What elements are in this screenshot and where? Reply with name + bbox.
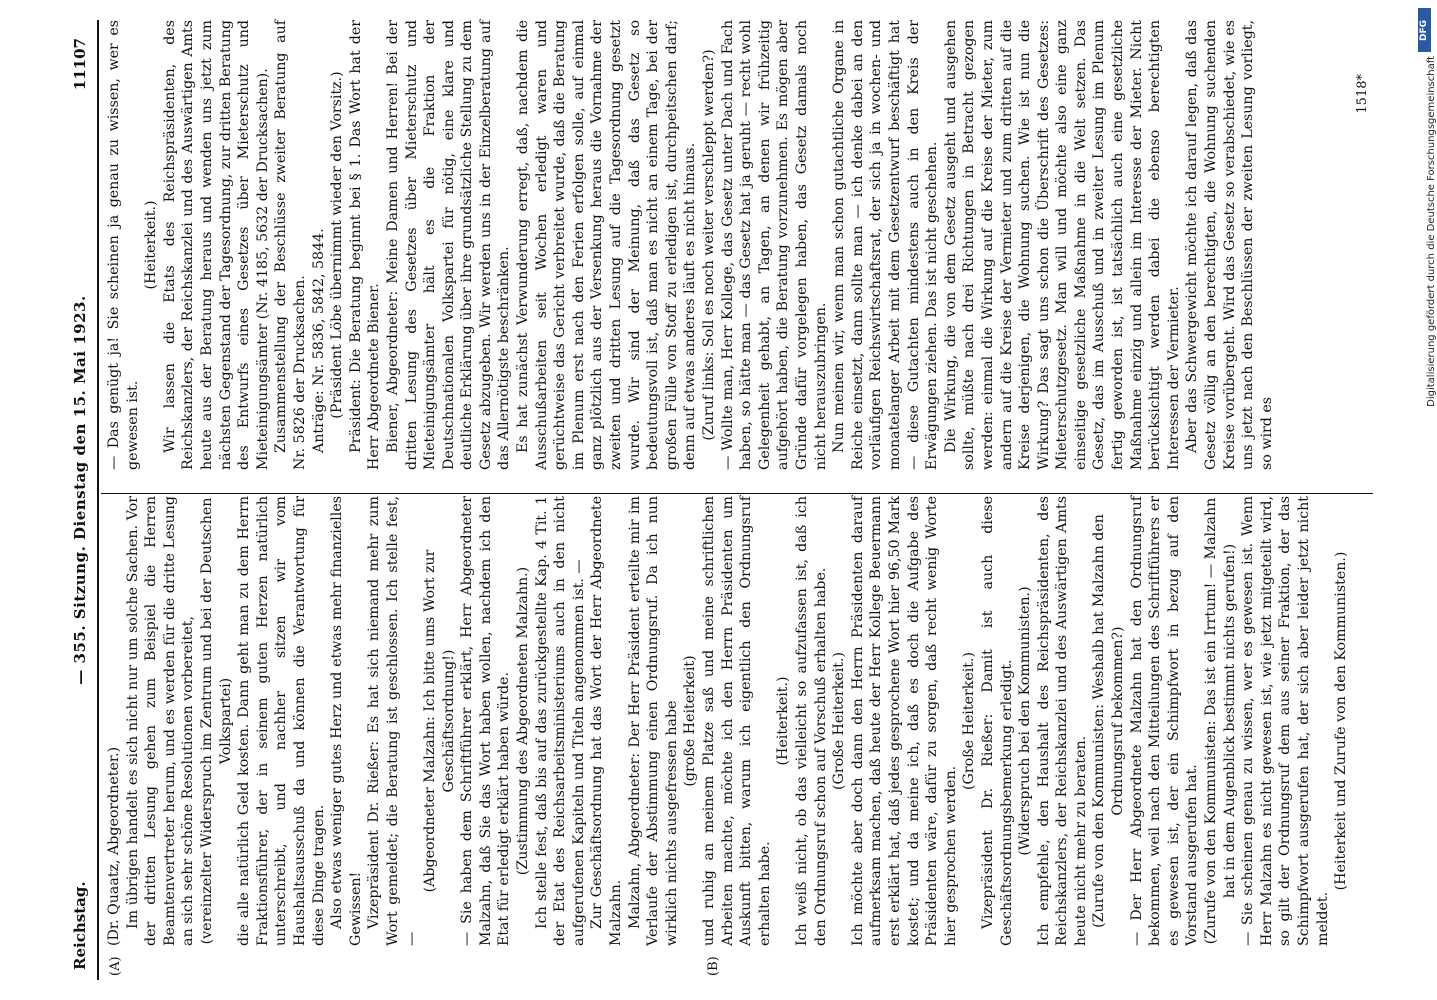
header-left: Reichstag. (71, 881, 89, 970)
margin-marker-a: (A) (108, 956, 123, 976)
page-number: 11107 (71, 38, 89, 91)
paragraph: (große Heiterkeit) (682, 655, 699, 787)
left-column (105, 496, 1351, 946)
paragraph: (Große Heiterkeit.) (961, 651, 978, 791)
paragraph: (Dr. Quaatz, Abgeordneter.) (106, 746, 122, 946)
paragraph: (Abgeordneter Malzahn: Ich bitte ums Wort zur Geschäftsordnung!) (422, 549, 457, 893)
paragraph: Die Wirkung, die von dem Gesetz ausgeht und ausgehen sollte, müßte nach drei Richtungen in Betracht gezogen werden: einmal die Wirkung auf die Kreise der Mieter, zum andern auf die Kreise der Vermieter und zum dritten auf die Kreise derjenigen, die Wohnung suchen. Wie ist nun die Wirkung? Das sagt uns schon die Überschrift des Gesetzes: Mieterschutzgesetz. Man will und möchte also eine ganz einseitige gesetzliche Maßnahme in die Welt setzen. Das Gesetz, das im Ausschuß und in zweiter Lesung im Plenum fertig geworden ist, ist tatsächlich auch eine gesetzliche Maßnahme einzig und allein im Interesse der Mieter. Nicht berücksichtigt werden dabei die ebenso berechtigten Interessen der Vermieter. (942, 20, 1182, 470)
paragraph: (Heiterkeit und Zurufe von den Kommunisten.) (1333, 551, 1350, 891)
paragraph: Ich stelle fest, daß bis auf das zurückgestellte Kap. 4 Tit. 1 der Etat des Reichsarbeitsministeriums auch in den nicht aufgerufenen Kapiteln und Titeln angenommen ist. — (533, 496, 587, 946)
paragraph: Nun meinen wir, wenn man schon gutachtliche Organe in Reiche einsetzt, dann sollte man — ich denke dabei an den vorläufigen Reichswirtschaftsrat, der sich ja in wochen- und monatelanger Arbeit mit dem Gesetzentwurf beschäftigt hat — diese Gutachten mindestens auch in den Kreis der Erwägungen ziehen. Das ist nicht geschehen. (831, 20, 941, 470)
paragraph: Vizepräsident Dr. Rießer: Es hat sich niemand mehr zum Wort gemeldet; die Beratung ist geschlossen. Ich stelle fest, — (366, 496, 420, 946)
right-column (105, 20, 1276, 470)
column-divider (101, 493, 1373, 494)
digitization-credit: Digitalisierung gefördert durch die Deutsche Forschungsgemeinschaft (1426, 56, 1437, 407)
paragraph: — Der Herr Abgeordnete Malzahn hat den Ordnungsruf bekommen, weil nach den Mitteilungen des Schriftführers er es gewesen ist, der ein Schimpfwort in bezug auf den Vorstand ausgerufen hat. (1128, 496, 1201, 946)
paragraph: und ruhig an meinem Platze saß und meine schriftlichen Arbeiten machte, möchte ich den Herrn Präsidenten um Auskunft bitten, warum ich eigentlich den Ordnungsruf erhalten habe. (701, 496, 773, 946)
paragraph: Biener, Abgeordneter: Meine Damen und Herren! Bei der dritten Lesung des Gesetzes über Mieterschutz und Mieteinigungsämter hält es die Fraktion der Deutschnationalen Volkspartei für nötig, eine klare und deutliche Erklärung über ihre grundsätzliche Stellung zu dem Gesetz abzugeben. Wir werden uns in der Einzelberatung auf das Allernötigste beschränken. (384, 20, 513, 470)
paragraph: Malzahn, Abgeordneter: Der Herr Präsident erteilte mir im Verlaufe der Abstimmung einen Ordnungsruf. Da ich nun wirklich nichts ausgefressen habe (626, 496, 680, 946)
paragraph: (Widerspruch bei den Kommunisten.) (1017, 586, 1034, 856)
page-header (71, 10, 95, 970)
paragraph: (Große Heiterkeit.) (831, 651, 848, 791)
paragraph: — Sie haben dem Schriftführer erklärt, Herr Abgeordneter Malzahn, daß Sie das Wort haben wollen, nachdem ich den Etat für erledigt erklärt haben würde. (459, 496, 513, 946)
paragraph: Ich möchte aber doch dann den Herrn Präsidenten darauf aufmerksam machen, daß heute der Herr Kollege Beuermann erst erklärt hat, daß jedes gesprochene Wort hier 96,50 Mark kostet; und da meine ich, daß es doch die Aufgabe des Präsidenten wäre, dafür zu sorgen, daß recht wenig Worte hier gesprochen werden. (849, 496, 959, 946)
paragraph: Also etwas weniger gutes Herz und etwas mehr finanzielles Gewissen! (329, 496, 364, 946)
paragraph: Es hat zunächst Verwunderung erregt, daß, nachdem die Ausschußarbeiten seit Wochen erledigt waren und gerüchtweise das Gericht verbreitet wurde, daß die Beratung im Plenum erst nach den Ferien erfolgen solle, auf einmal ganz plötzlich aus der Versenkung heraus die Vornahme der zweiten und dritten Lesung auf die Tagesordnung gesetzt wurde. Wir sind der Meinung, daß das Gesetz so bedeutungsvoll ist, daß man es nicht an einem Tage, bei der großen Fülle von Stoff zu erledigen ist, durchpeitschen darf; denn auf etwas anderes läuft es nicht hinaus. (515, 20, 699, 470)
paragraph: (Präsident Löbe übernimmt wieder den Vorsitz.) (329, 71, 346, 419)
dfg-logo: DFG (1418, 8, 1431, 52)
paragraph: Zusammenstellung der Beschlüsse zweiter Beratung auf Nr. 5826 der Drucksachen. (273, 20, 308, 470)
paragraph: — Das genügt ja! Sie scheinen ja genau zu wissen, wer es gewesen ist. (106, 20, 141, 470)
header-title: — 355. Sitzung. Dienstag den 15. Mai 1923. (71, 295, 89, 685)
paragraph: (vereinzelter Widerspruch im Zentrum und bei der Deutschen Volkspartei) (198, 497, 234, 945)
paragraph: Zur Geschäftsordnung hat das Wort der Herr Abgeordnete Malzahn. (589, 496, 625, 946)
paragraph: (Zuruf links: Soll es noch weiter verschleppt werden?) (701, 49, 717, 441)
paragraph: Anträge: Nr. 5836, 5842, 5844. (310, 228, 327, 453)
paragraph: Im übrigen handelt es sich nicht nur um solche Sachen. Vor der dritten Lesung gehen zum Beispiel die Herren Beamtenvertreter herum, und es werden für die dritte Lesung an sich sehr schöne Resolutionen vorbereitet, (124, 496, 197, 946)
paragraph: Vizepräsident Dr. Rießer: Damit ist auch diese Geschäftsordnungsbemerkung erledigt. (979, 496, 1015, 946)
paragraph: (Heiterkeit.) (143, 200, 160, 290)
header-rule (97, 20, 99, 980)
paragraph: (Zurufe von den Kommunisten: Das ist ein Irrtum! — Malzahn hat in dem Augenblick bestimmt nichts gerufen!) (1203, 497, 1238, 945)
paragraph: Präsident: Die Beratung beginnt bei § 1. Das Wort hat der Herr Abgeordnete Biener. (347, 20, 383, 470)
margin-marker-b: (B) (706, 956, 721, 976)
paragraph: Aber das Schwergewicht möchte ich darauf legen, daß das Gesetz völlig an den berechtigten, die Wohnung suchenden Kreise vorübergeht. Wird das Gesetz so verabschiedet, wie es uns jetzt nach den Beschlüssen der zweiten Lesung vorliegt, so wird es (1184, 20, 1275, 470)
paragraph: Ich empfehle, den Haushalt des Reichspräsidenten, des Reichskanzlers, der Reichskanzlei und des Auswärtigen Amts heute nicht mehr zu beraten. (1035, 496, 1089, 946)
paragraph: (Zustimmung des Abgeordneten Malzahn.) (515, 566, 532, 876)
document-page (57, 10, 1377, 990)
paragraph: die alle natürlich Geld kosten. Dann geht man zu dem Herrn Fraktionsführer, der in seinem guten Herzen natürlich unterschreibt, und nachher sitzen wir vom Haushaltsausschuß da und können die Verantwortung für diese Dinge tragen. (236, 496, 327, 946)
paragraph: — Sie scheinen genau zu wissen, wer es gewesen ist. Wenn Herr Malzahn es nicht gewesen ist, wie jetzt mitgeteilt wird, so gilt der Ordnungsruf dem aus seiner Fraktion, der das Schimpfwort ausgerufen hat, der sich aber leider jetzt nicht meldet. (1240, 496, 1331, 946)
signature-mark: 1518* (1355, 74, 1371, 114)
paragraph: (Heiterkeit.) (775, 676, 792, 766)
paragraph: Ich weiß nicht, ob das vielleicht so aufzufassen ist, daß ich den Ordnungsruf schon auf Vorschuß erhalten habe. (793, 496, 829, 946)
paragraph: Wir lassen die Etats des Reichspräsidenten, des Reichskanzlers, der Reichskanzlei und des Auswärtigen Amts heute aus der Beratung heraus und wenden uns jetzt zum nächsten Gegenstand der Tagesordnung, zur dritten Beratung des Entwurfs eines Gesetzes über Mieterschutz und Mieteinigungsämter (Nr. 4185, 5632 der Drucksachen). (161, 20, 271, 470)
paragraph: — Wollte man, Herr Kollege, das Gesetz unter Dach und Fach haben, so hätte man — das Gesetz hat ja geruht — recht wohl Gelegenheit gehabt, an Tagen, an denen wir frühzeitig aufgehört haben, die Beratung vorzunehmen. Es mögen aber Gründe dafür vorgelegen haben, das Gesetz damals noch nicht herauszubringen. (719, 20, 829, 470)
paragraph: (Zurufe von den Kommunisten: Weshalb hat Malzahn den Ordnungsruf bekommen?) (1091, 514, 1127, 928)
